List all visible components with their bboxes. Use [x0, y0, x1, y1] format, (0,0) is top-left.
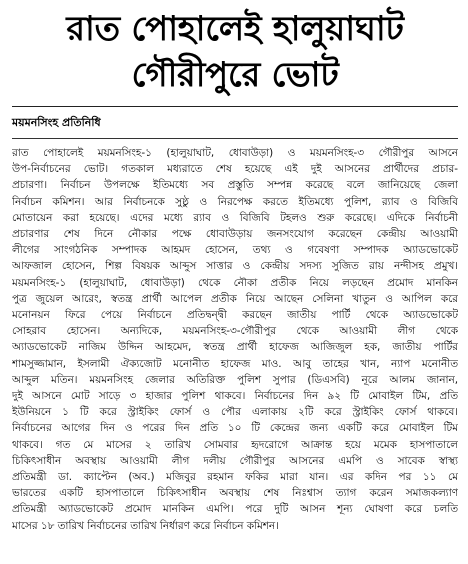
article-line: মনোনয়ন ফিরে পেয়ে নির্বাচনে প্রতিদ্বন্দ্বী করছেন জাতীয় পার্টি থেকে অ্যাডভোকেট	[12, 309, 458, 322]
article-line: আব্দুল মতিন। ময়মনসিংহ জেলার অতিরিক্ত পুলিশ সুপার (ডিএসবি) নূরে আলম জানান,	[12, 373, 458, 386]
headline	[12, 6, 458, 98]
article-line: অ্যাডভোকেট নাজিম উদ্দিন আহমেদ, স্বতন্ত্র প্রার্থী হাফেজ আজিজুল হক, জাতীয় পার্টির	[12, 341, 458, 354]
byline: ময়মনসিংহ প্রতিনিধি	[12, 116, 101, 129]
headline-line: রাত পোহালেই হালুয়াঘাট	[66, 9, 404, 49]
article-line: প্রতিমন্ত্রী অ্যাডভোকেট প্রমোদ মানকিন এমপি। পরে দুটি আসন শূন্য ঘোষণা করে চলতি	[12, 503, 458, 516]
byline-divider	[12, 138, 458, 139]
article-line: চিকিৎসাধীন অবস্থায় আওয়ামী লীগ দলীয় গৌরীপুর আসনের এমপি ও সাবেক স্বাস্থ্য	[12, 454, 458, 467]
article-line: রাত পোহালেই ময়মনসিংহ-১ (হালুয়াঘাট, ধোবাউড়া) ও ময়মনসিংহ-৩ গৌরীপুর আসনে	[12, 147, 458, 159]
article-line: পুত্র জুয়েল আরেং, স্বতন্ত্র প্রার্থী আপেল প্রতীক নিয়ে আছেন সেলিনা খাতুন ও আপিল করে	[12, 292, 458, 305]
article-line: প্রচারণা। নির্বাচন উপলক্ষে ইতিমধ্যে সব প্রস্তুতি সম্পন্ন করেছে বলে জানিয়েছে জেলা	[12, 179, 458, 192]
article-line: সোহরাব হোসেন। অন্যদিকে, ময়মনসিংহ-৩-গৌরীপুর থেকে আওয়ামী লীগ থেকে	[12, 325, 458, 338]
article-line: ভারতের একটি হাসপাতালে চিকিৎসাধীন অবস্থায় শেষ নিঃশ্বাস ত্যাগ করেন সমাজকল্যাণ	[12, 487, 458, 500]
article-line: ময়মনসিংহ-১ (হালুয়াঘাট, ধোবাউড়া) থেকে নৌকা প্রতীক নিয়ে লড়ছেন প্রমোদ মানকিন	[12, 276, 458, 289]
article-line: মোতায়েন করা হয়েছে। এদের মধ্যে র‍্যাব ও বিজিবি টহলও শুরু করেছে। এদিকে নির্বাচনী	[12, 211, 458, 224]
article-line: শামসুজ্জামান, ইসলামী ঐক্যজোট মনোনীত হাফেজ মাও. আবু তাহের খান, ন্যাপ মনোনীত	[12, 357, 458, 370]
article-line: নির্বাচনের আগের দিন ও পরের দিন প্রতি ১০ টি কেন্দ্রের জন্য একটি করে মোবাইল টিম	[12, 422, 458, 435]
article-line: ইউনিয়নে ১ টি করে স্ট্রাইকিং ফোর্স ও পৌর এলাকায় ২টি করে স্ট্রাইকিং ফোর্স থাকবে।	[12, 406, 458, 419]
article-line: দুই আসনে মোট সাড়ে ৩ হাজার পুলিশ থাকবে। নির্বাচনের দিন ৯২ টি মোবাইল টিম, প্রতি	[12, 390, 458, 403]
headline-line: গৌরীপুরে ভোট	[131, 55, 339, 95]
article-line: প্রচারণার শেষ দিনে নৌকার পক্ষে ধোবাউড়ায় জনসংযোগ করেছেন কেন্দ্রীয় আওয়ামী	[12, 228, 458, 241]
article-line: মাসের ১৮ তারিখ নির্বাচনের তারিখ নির্ধারণ করে নির্বাচন কমিশন।	[12, 519, 279, 532]
article-line: লীগের সাংগঠনিক সম্পাদক আহমদ হোসেন, তথ্য ও গবেষণা সম্পাদক অ্যাডভোকেট	[12, 244, 458, 257]
article-line: আফজাল হোসেন, শিল্প বিষয়ক আব্দুস সাত্তার ও কেন্দ্রীয় সদস্য সুজিত রায় নন্দীসহ প্রমুখ।	[12, 260, 458, 273]
article-line: উপ-নির্বাচনের ভোট। গতকাল মধ্যরাতে শেষ হয়েছে এই দুই আসনের প্রার্থীদের প্রচার-	[12, 163, 458, 176]
article-line: থাকবে। গত মে মাসের ২ তারিখ সোমবার হৃদরোগে আক্রান্ত হয়ে মমেক হাসপাতালে	[12, 438, 458, 451]
headline-divider	[12, 106, 458, 107]
article-line: প্রতিমন্ত্রী ডা. ক্যাপ্টেন (অব.) মজিবুর রহমান ফকির মারা যান। এর কদিন পর ১১ মে	[12, 471, 458, 484]
article-body	[12, 145, 458, 534]
article-line: নির্বাচন কমিশন। আর নির্বাচনকে সুষ্ঠু ও নিরপেক্ষ করতে ইতিমধ্যে পুলিশ, র‍্যাব ও বিজিবি	[12, 195, 458, 208]
